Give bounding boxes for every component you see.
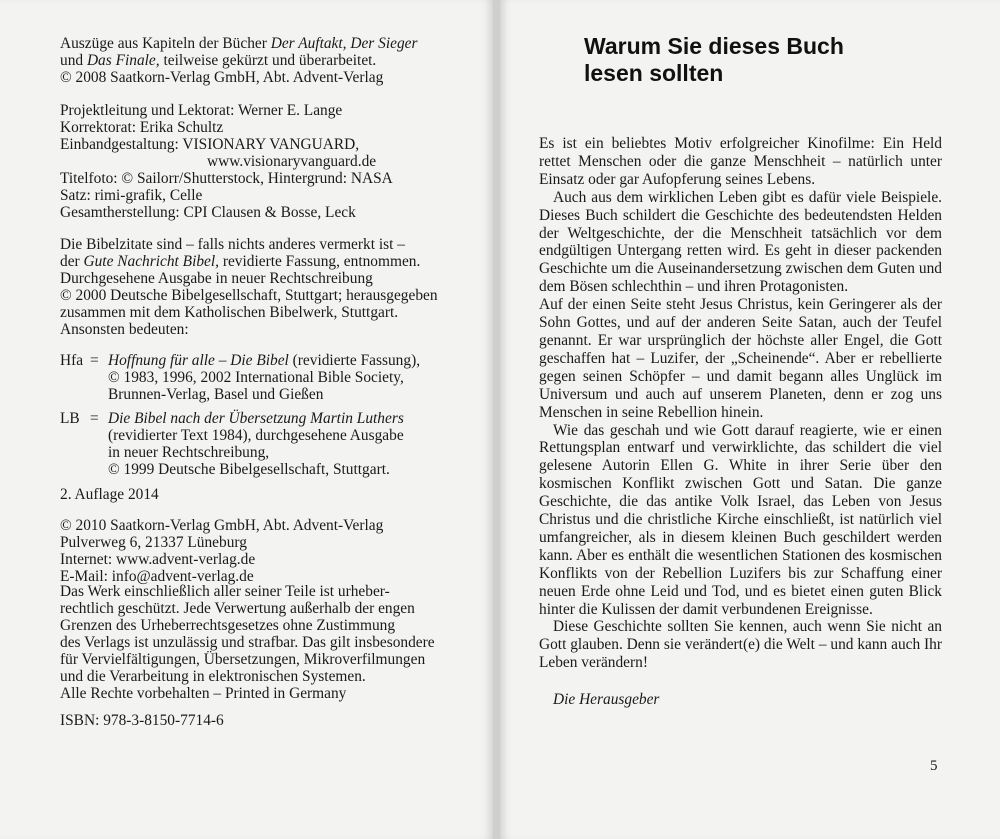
- publisher-website: Internet: www.advent-verlag.de: [60, 551, 256, 568]
- credit-line: Gesamtherstellung: CPI Clausen & Bosse, Leck: [60, 204, 356, 221]
- body-text: [539, 135, 942, 672]
- hfa-text: Brunnen-Verlag, Basel und Gießen: [108, 386, 324, 403]
- equals-sign: =: [90, 352, 99, 369]
- lb-text: © 1999 Deutsche Bibelgesellschaft, Stuttgart.: [108, 461, 390, 478]
- bible-note-block: [60, 236, 480, 338]
- isbn: ISBN: 978-3-8150-7714-6: [60, 712, 224, 729]
- paragraph: Wie das geschah und wie Gott darauf reagierte, wie er einen Rettungsplan entwarf und verwirklichte, das schildert die viel gelesene Autorin Ellen G. White in ihrer Serie über den kosmischen Konflikt zwischen Gott und Satan. Die ganze Geschichte, die das antike Volk Israel, das Leben von Jesus Christus und die christliche Kirche einschließt, ist natürlich viel umfangreicher, als in diesem kleinen Buch geschildert werden kann. Aber es enthält die wesentlichen Stationen des kosmischen Konflikts von der Rebellion Luzifers bis zur Schaffung einer neuen Erde ohne Leid und Tod, und es bietet einen guten Blick hinter die Kulissen der damit verbundenen Ereignisse.: [539, 421, 942, 618]
- lb-title: Die Bibel nach der Übersetzung Martin Luthers: [108, 410, 404, 427]
- paragraph: Auch aus dem wirklichen Leben gibt es dafür viele Beispiele. Dieses Buch schildert die Geschichte des bedeutendsten Helden der Weltgeschichte, der die Menschheit tatsächlich vor dem endgültigen Untergang retten wird. Es geht in dieser packenden Geschichte um die Auseinandersetzung zwischen dem Guten und dem Bösen schlechthin – und ihren Protagonisten.: [539, 188, 942, 296]
- book-title: Das Finale,: [86, 52, 160, 69]
- sources-text: und: [60, 52, 87, 69]
- edition: 2. Auflage 2014: [60, 486, 159, 503]
- credit-line: Satz: rimi-grafik, Celle: [60, 187, 203, 204]
- book-gutter: [493, 0, 500, 839]
- isbn-block: [60, 712, 480, 729]
- publisher-block: [60, 517, 480, 585]
- copyright-line: des Verlags ist unzulässig und strafbar. Das gilt insbesondere: [60, 634, 435, 651]
- paragraph: Es ist ein beliebtes Motiv erfolgreicher Kinofilme: Ein Held rettet Menschen oder die ganze Menschheit – natürlich unter Einsatz oder gar Aufopferung seines Lebens.: [539, 135, 942, 188]
- paragraph: Auf der einen Seite steht Jesus Christus, kein Geringerer als der Sohn Gottes, und auf der anderen Seite Satan, auch der Teufel genannt. Er war ursprünglich der höchste aller Engel, die Gott geschaffen hat – Luzifer, der „Scheinende“. Aber er rebellierte gegen seinen Schöpfer – und damit begann alles Unglück im Universum und auch auf unserem Planeten, denn er zog uns Menschen in seine Rebellion hinein.: [539, 296, 942, 421]
- bible-note-line: Die Bibelzitate sind – falls nichts anderes vermerkt ist –: [60, 236, 405, 253]
- sources-text: teilweise gekürzt und überarbeitet.: [159, 52, 377, 69]
- copyright-line: Das Werk einschließlich aller seiner Teile ist urheber-: [60, 583, 390, 600]
- bible-note-text: revidierte Fassung, entnommen.: [219, 253, 421, 270]
- copyright-line: Grenzen des Urheberrechtsgesetzes ohne Zustimmung: [60, 617, 396, 634]
- copyright-line: rechtlich geschützt. Jede Verwertung außerhalb der engen: [60, 600, 415, 617]
- bible-note-line: zusammen mit dem Katholischen Bibelwerk, Stuttgart.: [60, 304, 399, 321]
- bible-note-line: Durchgesehene Ausgabe in neuer Rechtschreibung: [60, 270, 373, 287]
- signature: Die Herausgeber: [553, 691, 660, 708]
- credit-line: Einbandgestaltung: VISIONARY VANGUARD,: [60, 136, 360, 153]
- hfa-abbr: Hfa: [60, 352, 84, 369]
- sources-copyright: © 2008 Saatkorn-Verlag GmbH, Abt. Advent-Verlag: [60, 69, 384, 86]
- page-number: 5: [930, 758, 938, 774]
- lb-text: (revidierter Text 1984), durchgesehene Ausgabe: [108, 427, 404, 444]
- credit-line: Titelfoto: © Sailorr/Shutterstock, Hintergrund: NASA: [60, 170, 393, 187]
- publisher-address: Pulverweg 6, 21337 Lüneburg: [60, 534, 247, 551]
- chapter-title: [584, 33, 884, 87]
- bible-note-line: Ansonsten bedeuten:: [60, 321, 189, 338]
- title-line-2: lesen sollten: [584, 60, 724, 86]
- hfa-entry: [60, 352, 480, 403]
- hfa-text: (revidierte Fassung),: [288, 352, 421, 369]
- hfa-text: © 1983, 1996, 2002 International Bible Society,: [108, 369, 404, 386]
- credits-block: [60, 102, 480, 221]
- lb-entry: [60, 410, 480, 478]
- lb-abbr: LB: [60, 410, 80, 427]
- paragraph: Diese Geschichte sollten Sie kennen, auch wenn Sie nicht an Gott glauben. Denn sie verändert(e) die Welt – und kann auch Ihr Leben verändern!: [539, 618, 942, 672]
- copyright-line: und die Verarbeitung in elektronischen Systemen.: [60, 668, 366, 685]
- publisher-email: E-Mail: info@advent-verlag.de: [60, 568, 254, 585]
- credit-line: Projektleitung und Lektorat: Werner E. Lange: [60, 102, 343, 119]
- equals-sign: =: [90, 410, 99, 427]
- bible-note-text: der: [60, 253, 84, 270]
- book-titles: Der Auftakt, Der Sieger: [270, 35, 418, 52]
- sources-block: [60, 35, 480, 86]
- copyright-line: Alle Rechte vorbehalten – Printed in Germany: [60, 685, 347, 702]
- copyright-line: für Vervielfältigungen, Übersetzungen, Mikroverfilmungen: [60, 651, 426, 668]
- edition-block: [60, 486, 480, 503]
- credit-line: www.visionaryvanguard.de: [207, 153, 377, 170]
- sources-text: Auszüge aus Kapiteln der Bücher: [60, 35, 271, 52]
- copyright-block: [60, 583, 480, 702]
- bible-note-line: © 2000 Deutsche Bibelgesellschaft, Stuttgart; herausgegeben: [60, 287, 438, 304]
- title-line-1: Warum Sie dieses Buch: [584, 33, 844, 59]
- publisher-line: © 2010 Saatkorn-Verlag GmbH, Abt. Advent-Verlag: [60, 517, 384, 534]
- hfa-title: Hoffnung für alle – Die Bibel: [108, 352, 289, 369]
- credit-line: Korrektorat: Erika Schultz: [60, 119, 224, 136]
- lb-text: in neuer Rechtschreibung,: [108, 444, 270, 461]
- bible-title: Gute Nachricht Bibel,: [83, 253, 219, 270]
